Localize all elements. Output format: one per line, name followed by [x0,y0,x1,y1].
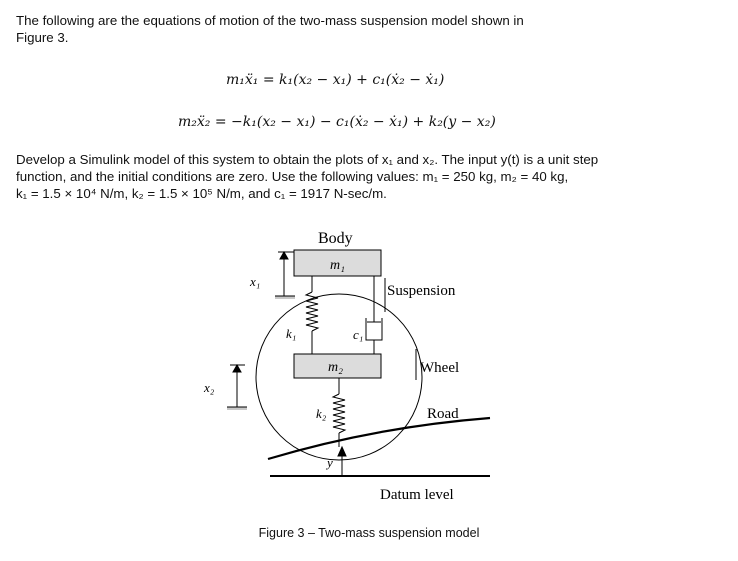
intro-paragraph [16,12,716,46]
y-arrow [338,447,346,476]
task-line-3: k₁ = 1.5 × 10⁴ N/m, k₂ = 1.5 × 10⁵ N/m, and c₁ = 1917 N-sec/m. [16,186,387,201]
equation-1: m₁ẍ₁ = k₁(x₂ − x₁) + c₁(ẋ₂ − ẋ₁) [226,72,445,88]
m1-label: m₁ [330,258,345,273]
wheel-label: Wheel [420,360,460,376]
c1-label: c₁ [353,327,364,342]
body-label: Body [318,230,353,247]
figure-caption: Figure 3 – Two-mass suspension model [258,526,480,540]
x1-label: x₁ [250,274,261,289]
x1-indicator [278,252,294,296]
k2-label: k₂ [316,406,327,421]
intro-line-1: The following are the equations of motion of the two-mass suspension model shown in [16,13,524,28]
damper-c1 [366,276,382,354]
spring-k1 [306,276,318,354]
intro-line-2: Figure 3. [16,30,69,45]
task-line-1: Develop a Simulink model of this system to obtain the plots of x₁ and x₂. The input y(t) is a unit step [16,152,599,167]
task-paragraph [16,151,716,202]
suspension-diagram [200,222,500,522]
m2-label: m₂ [328,360,343,375]
datum-label: Datum level [380,487,454,503]
spring-k2 [333,378,345,447]
suspension-label: Suspension [387,283,456,299]
equation-2: m₂ẍ₂ = −k₁(x₂ − x₁) − c₁(ẋ₂ − ẋ₁) + k₂(y − x₂) [178,114,496,130]
road-curve [268,418,490,459]
y-label: y [327,455,333,470]
x2-indicator [230,365,245,407]
k1-label: k₁ [286,326,297,341]
task-line-2: function, and the initial conditions are zero. Use the following values: m₁ = 250 kg, m₂ = 40 kg, [16,169,569,184]
road-label: Road [427,406,459,422]
x2-label: x₂ [204,380,215,395]
